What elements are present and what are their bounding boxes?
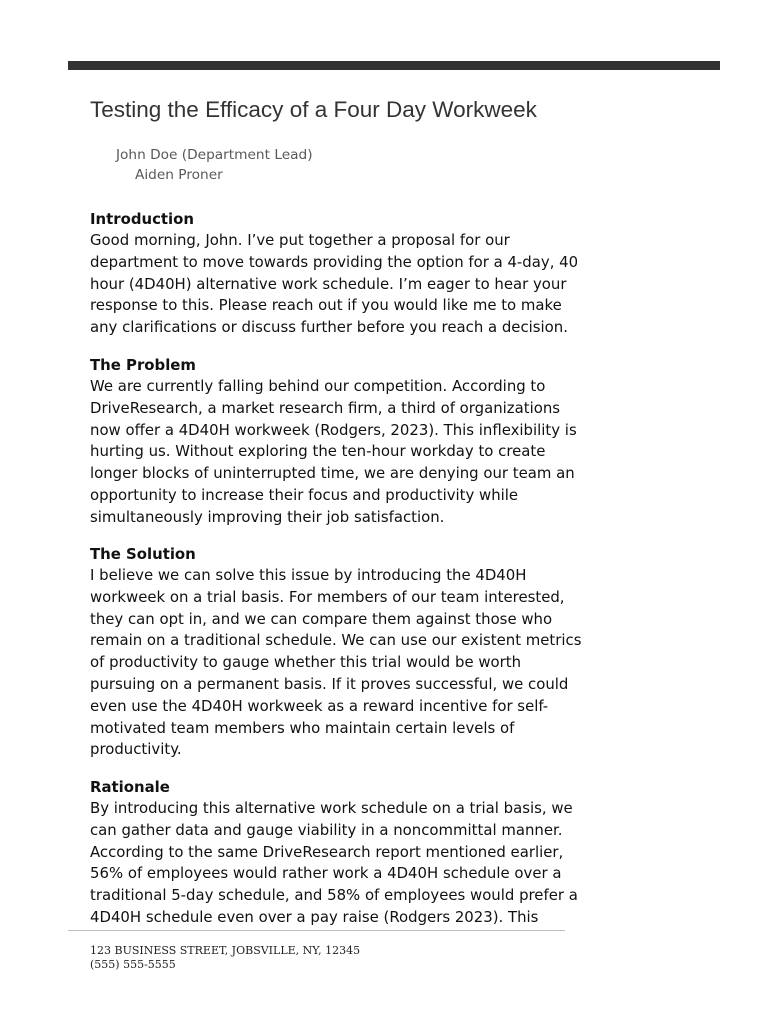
section-rationale — [90, 776, 590, 929]
footer-rule — [68, 930, 565, 931]
section-heading: Introduction — [90, 210, 194, 228]
recipient-line: John Doe (Department Lead) — [116, 147, 313, 163]
section-body: By introducing this alternative work schedule on a trial basis, we can gather data and gauge viability in a noncommittal manner. According to the same DriveResearch report mentioned earlier, 56% of employees would rather work a 4D40H schedule over a traditional 5-day schedule, and 58% of employees would prefer a 4D40H schedule even over a pay raise (Rodgers 2023). This — [90, 799, 578, 926]
footer-address: 123 BUSINESS STREET, JOBSVILLE, NY, 12345 — [90, 944, 361, 957]
section-body: We are currently falling behind our competition. According to DriveResearch, a market research firm, a third of organizations now offer a 4D40H workweek (Rodgers, 2023). This inflexibility is hurting us. Without exploring the ten-hour workday to create longer blocks of uninterrupted time, we are denying our team an opportunity to increase their focus and productivity while simultaneously improving their job satisfaction. — [90, 377, 577, 526]
section-the-problem — [90, 354, 590, 529]
section-heading: The Solution — [90, 545, 196, 563]
document-title: Testing the Efficacy of a Four Day Workweek — [90, 97, 537, 122]
author-line: Aiden Proner — [135, 167, 223, 183]
header-rule — [68, 61, 720, 70]
section-the-solution — [90, 543, 590, 761]
section-introduction — [90, 208, 590, 339]
section-heading: Rationale — [90, 778, 170, 796]
section-heading: The Problem — [90, 356, 196, 374]
section-body: Good morning, John. I’ve put together a proposal for our department to move towards providing the option for a 4-day, 40 hour (4D40H) alternative work schedule. I’m eager to hear your response to this. Please reach out if you would like me to make any clarifications or discuss further before you reach a decision. — [90, 231, 579, 337]
footer-phone: (555) 555-5555 — [90, 958, 176, 971]
section-body: I believe we can solve this issue by introducing the 4D40H workweek on a trial basis. For members of our team interested, they can opt in, and we can compare them against those who remain on a traditional schedule. We can use our existent metrics of productivity to gauge whether this trial would be worth pursuing on a permanent basis. If it proves successful, we could even use the 4D40H workweek as a reward incentive for self-motivated team members who maintain certain levels of productivity. — [90, 566, 582, 759]
